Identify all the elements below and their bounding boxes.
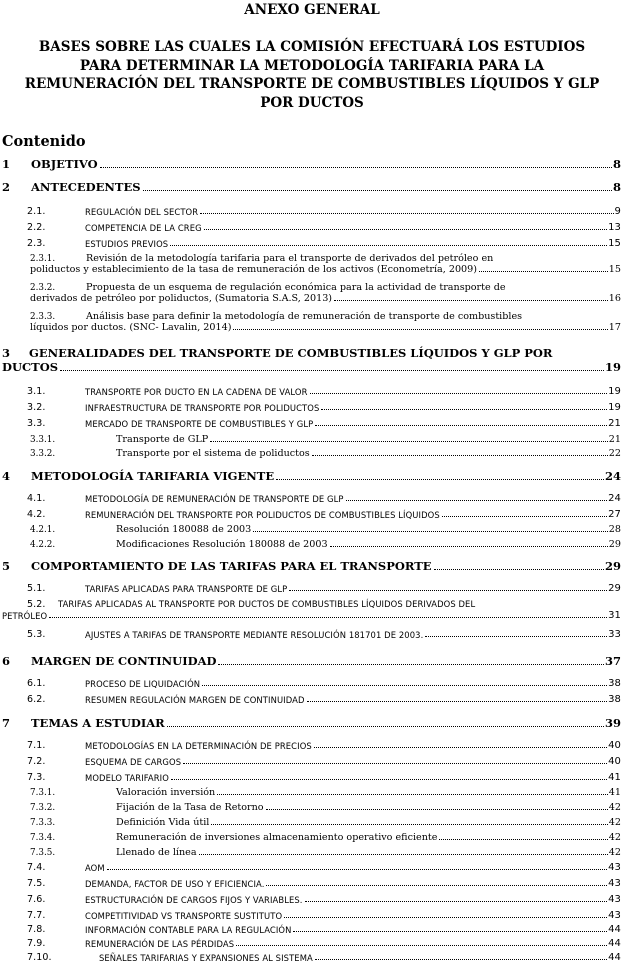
toc-label: ESTRUCTURACIÓN DE CARGOS FIJOS Y VARIABLES. <box>85 895 303 905</box>
toc-number: 7.6. <box>27 894 46 905</box>
toc-page: 43 <box>608 862 621 873</box>
toc-number: 2.3.1. <box>30 254 56 264</box>
dot-leader <box>434 568 604 570</box>
toc-entry[interactable] <box>0 772 621 783</box>
toc-label: MODELO TARIFARIO <box>85 773 169 783</box>
toc-entry[interactable] <box>0 756 621 767</box>
toc-number: 7.3.4. <box>30 833 56 843</box>
toc-page: 19 <box>604 360 621 374</box>
toc-page: 16 <box>608 293 621 304</box>
dot-leader <box>284 916 607 918</box>
toc-label: RESUMEN REGULACIÓN MARGEN DE CONTINUIDAD <box>85 695 305 705</box>
toc-number: 7.5. <box>27 878 46 889</box>
toc-page: 19 <box>608 386 621 397</box>
toc-entry[interactable] <box>0 222 621 233</box>
toc-label: Resolución 180088 de 2003 <box>116 524 252 535</box>
toc-page: 43 <box>608 910 621 921</box>
toc-label-line-2: poliductos y establecimiento de la tasa de remuneración de los activos (Econometría, 2009) <box>30 264 477 275</box>
toc-entry[interactable] <box>0 910 621 921</box>
toc-number: 4.2.1. <box>30 525 56 535</box>
toc-entry[interactable] <box>0 238 621 249</box>
dot-leader <box>442 515 607 517</box>
main-title-line-2: PARA DETERMINAR LA METODOLOGÍA TARIFARIA PARA LA <box>79 58 545 74</box>
toc-entry[interactable] <box>0 832 621 843</box>
dot-leader <box>143 189 612 191</box>
toc-page: 42 <box>608 802 621 813</box>
toc-label: ESQUEMA DE CARGOS <box>85 757 182 767</box>
toc-page: 8 <box>612 157 621 171</box>
dot-leader <box>266 884 607 886</box>
toc-label-line-1: Revisión de la metodología tarifaria para el transporte de derivados del petróleo en <box>86 253 494 264</box>
toc-entry[interactable] <box>0 787 621 798</box>
toc-entry[interactable] <box>0 952 621 963</box>
toc-label: COMPETENCIA DE LA CREG <box>85 223 202 233</box>
toc-label: MARGEN DE CONTINUIDAD <box>31 654 217 668</box>
toc-page: 39 <box>604 716 621 730</box>
toc-label-line-2: PETRÓLEO <box>2 611 48 621</box>
toc-label: METODOLOGÍA TARIFARIA VIGENTE <box>31 469 275 483</box>
toc-number: 2.1. <box>27 206 46 217</box>
toc-page: 29 <box>608 539 621 550</box>
toc-label: REMUNERACIÓN DE LAS PÉRDIDAS <box>85 939 235 949</box>
dot-leader <box>200 212 613 214</box>
toc-entry[interactable] <box>0 559 621 573</box>
toc-page: 15 <box>608 238 621 249</box>
main-title-line-4: POR DUCTOS <box>260 95 364 111</box>
toc-page: 9 <box>614 206 621 217</box>
dot-leader <box>170 244 607 246</box>
toc-page: 42 <box>608 847 621 858</box>
toc-number: 6.2. <box>27 694 46 705</box>
toc-number: 1 <box>2 157 11 171</box>
toc-number: 5.2. <box>27 599 46 610</box>
toc-page: 17 <box>608 322 621 333</box>
toc-label: METODOLOGÍAS EN LA DETERMINACIÓN DE PRECIOS <box>85 741 312 751</box>
toc-number: 3.1. <box>27 386 46 397</box>
toc-entry[interactable] <box>0 583 621 594</box>
dot-leader <box>276 478 604 480</box>
dot-leader <box>439 838 607 840</box>
toc-label: REMUNERACIÓN DEL TRANSPORTE POR POLIDUCTOS DE COMBUSTIBLES LÍQUIDOS <box>85 510 440 520</box>
dot-leader <box>60 369 604 371</box>
toc-page: 29 <box>608 583 621 594</box>
toc-entry[interactable] <box>0 402 621 413</box>
toc-page: 44 <box>608 938 621 949</box>
toc-label: MERCADO DE TRANSPORTE DE COMBUSTIBLES Y GLP <box>85 419 314 429</box>
toc-number: 2.2. <box>27 222 46 233</box>
toc-number: 7 <box>2 716 11 730</box>
dot-leader <box>321 408 607 410</box>
toc-number: 5.3. <box>27 629 46 640</box>
dot-leader <box>171 778 607 780</box>
toc-number: 3.3. <box>27 418 46 429</box>
toc-label: Valoración inversión <box>116 787 216 798</box>
toc-page: 27 <box>608 509 621 520</box>
toc-page: 43 <box>608 878 621 889</box>
toc-entry[interactable] <box>0 678 621 689</box>
toc-page: 42 <box>608 832 621 843</box>
toc-number: 7.9. <box>27 938 46 949</box>
toc-entry[interactable] <box>0 469 621 483</box>
toc-page: 31 <box>608 610 621 621</box>
toc-page: 28 <box>608 524 621 535</box>
annex-title: ANEXO GENERAL <box>244 2 380 18</box>
toc-page: 13 <box>608 222 621 233</box>
toc-entry[interactable] <box>0 346 621 374</box>
toc-number: 2.3.3. <box>30 312 56 322</box>
toc-number: 7.2. <box>27 756 46 767</box>
toc-entry[interactable] <box>0 694 621 705</box>
toc-label-line-1: TARIFAS APLICADAS AL TRANSPORTE POR DUCTOS DE COMBUSTIBLES LÍQUIDOS DERIVADOS DEL <box>58 599 476 609</box>
toc-number: 4.2.2. <box>30 540 56 550</box>
toc-page: 42 <box>608 817 621 828</box>
toc-page: 38 <box>608 678 621 689</box>
toc-number: 7.3.5. <box>30 848 56 858</box>
toc-number: 2.3.2. <box>30 283 56 293</box>
toc-entry[interactable] <box>0 524 621 535</box>
toc-page: 44 <box>608 924 621 935</box>
toc-number: 7.3. <box>27 772 46 783</box>
toc-label: ANTECEDENTES <box>31 180 141 194</box>
dot-leader <box>315 958 607 960</box>
toc-label: INFRAESTRUCTURA DE TRANSPORTE POR POLIDUCTOS <box>85 403 320 413</box>
dot-leader <box>305 900 608 902</box>
main-title-line-3: REMUNERACIÓN DEL TRANSPORTE DE COMBUSTIBLES LÍQUIDOS Y GLP <box>24 76 600 92</box>
toc-label: AOM <box>85 863 105 873</box>
dot-leader <box>199 853 608 855</box>
toc-entry[interactable] <box>0 629 621 640</box>
toc-number: 7.7. <box>27 910 46 921</box>
toc-page: 38 <box>608 694 621 705</box>
toc-page: 21 <box>608 418 621 429</box>
dot-leader <box>204 228 607 230</box>
toc-entry[interactable] <box>0 418 621 429</box>
toc-entry[interactable] <box>0 253 621 275</box>
toc-entry[interactable] <box>0 493 621 504</box>
toc-page: 15 <box>608 264 621 275</box>
toc-page: 33 <box>608 629 621 640</box>
dot-leader <box>210 440 608 442</box>
dot-leader <box>233 328 607 330</box>
toc-entry[interactable] <box>0 282 621 304</box>
dot-leader <box>479 270 608 272</box>
dot-leader <box>293 930 607 932</box>
toc-page: 29 <box>604 559 621 573</box>
toc-number: 2 <box>2 180 11 194</box>
toc-label-line-1: Análisis base para definir la metodología de remuneración de transporte de combustibles <box>86 311 523 322</box>
toc-label: DEMANDA, FACTOR DE USO Y EFICIENCIA. <box>85 879 265 889</box>
toc-label: REGULACIÓN DEL SECTOR <box>85 207 199 217</box>
toc-entry[interactable] <box>0 157 621 171</box>
toc-number: 7.1. <box>27 740 46 751</box>
toc-page: 19 <box>608 402 621 413</box>
toc-label-line-1: Propuesta de un esquema de regulación económica para la actividad de transporte de <box>86 282 506 293</box>
dot-leader <box>100 166 612 168</box>
toc-entry[interactable] <box>0 386 621 397</box>
dot-leader <box>167 725 604 727</box>
toc-number: 6.1. <box>27 678 46 689</box>
toc-label: Llenado de línea <box>116 847 197 858</box>
toc-label: ESTUDIOS PREVIOS <box>85 239 169 249</box>
toc-label: Transporte por el sistema de poliductos <box>116 448 310 459</box>
toc-number: 5 <box>2 559 11 573</box>
toc-entry[interactable] <box>0 716 621 730</box>
toc-entry[interactable] <box>0 539 621 550</box>
toc-label: Definición Vida útil <box>116 817 210 828</box>
toc-page: 40 <box>608 740 621 751</box>
toc-number: 7.4. <box>27 862 46 873</box>
toc-number: 3.3.2. <box>30 449 56 459</box>
toc-entry[interactable] <box>0 654 621 668</box>
dot-leader <box>253 530 608 532</box>
toc-page: 37 <box>604 654 621 668</box>
toc-label-line-2: DUCTOS <box>2 360 59 374</box>
toc-page: 41 <box>608 772 621 783</box>
toc-number: 7.10. <box>27 952 52 963</box>
toc-number: 2.3. <box>27 238 46 249</box>
dot-leader <box>307 700 608 702</box>
toc-entry[interactable] <box>0 802 621 813</box>
dot-leader <box>334 299 608 301</box>
toc-label-line-1: GENERALIDADES DEL TRANSPORTE DE COMBUSTIBLES LÍQUIDOS Y GLP POR <box>29 346 553 360</box>
toc-entry[interactable] <box>0 448 621 459</box>
toc-number: 4.2. <box>27 509 46 520</box>
toc-page: 24 <box>608 493 621 504</box>
toc-page: 21 <box>608 434 621 445</box>
toc-number: 3 <box>2 346 11 360</box>
toc-heading: Contenido <box>2 133 86 150</box>
dot-leader <box>236 944 607 946</box>
toc-entry[interactable] <box>0 311 621 333</box>
toc-entry[interactable] <box>0 509 621 520</box>
dot-leader <box>310 392 608 394</box>
main-title-line-1: BASES SOBRE LAS CUALES LA COMISIÓN EFECTUARÁ LOS ESTUDIOS <box>38 39 586 55</box>
toc-entry[interactable] <box>0 894 621 905</box>
toc-label: AJUSTES A TARIFAS DE TRANSPORTE MEDIANTE RESOLUCIÓN 181701 DE 2003. <box>85 630 424 640</box>
dot-leader <box>315 424 607 426</box>
dot-leader <box>49 616 607 618</box>
toc-entry[interactable] <box>0 862 621 873</box>
dot-leader <box>183 762 607 764</box>
toc-entry[interactable] <box>0 740 621 751</box>
toc-entry[interactable] <box>0 599 621 621</box>
toc-label: COMPETITIVIDAD VS TRANSPORTE SUSTITUTO <box>85 911 283 921</box>
toc-label: PROCESO DE LIQUIDACIÓN <box>85 679 201 689</box>
toc-label: TEMAS A ESTUDIAR <box>31 716 165 730</box>
toc-entry[interactable] <box>0 817 621 828</box>
toc-label: METODOLOGÍA DE REMUNERACIÓN DE TRANSPORTE DE GLP <box>85 494 344 504</box>
toc-page: 41 <box>608 787 621 798</box>
toc-number: 4 <box>2 469 11 483</box>
toc-number: 5.1. <box>27 583 46 594</box>
toc-entry[interactable] <box>0 938 621 949</box>
dot-leader <box>217 793 608 795</box>
dot-leader <box>289 589 607 591</box>
toc-number: 6 <box>2 654 11 668</box>
toc-number: 7.3.2. <box>30 803 56 813</box>
dot-leader <box>425 635 607 637</box>
dot-leader <box>312 454 608 456</box>
toc-label: TRANSPORTE POR DUCTO EN LA CADENA DE VALOR <box>85 387 308 397</box>
toc-label: Modificaciones Resolución 180088 de 2003 <box>116 539 328 550</box>
toc-entry[interactable] <box>0 847 621 858</box>
dot-leader <box>211 823 607 825</box>
toc-label: Fijación de la Tasa de Retorno <box>116 802 264 813</box>
toc-label: INFORMACIÓN CONTABLE PARA LA REGULACIÓN <box>85 925 292 935</box>
toc-number: 7.3.1. <box>30 788 56 798</box>
toc-label: OBJETIVO <box>31 157 98 171</box>
toc-label: COMPORTAMIENTO DE LAS TARIFAS PARA EL TRANSPORTE <box>31 559 432 573</box>
toc-label: TARIFAS APLICADAS PARA TRANSPORTE DE GLP <box>85 584 288 594</box>
toc-label: SEÑALES TARIFARIAS Y EXPANSIONES AL SISTEMA <box>99 953 313 963</box>
toc-page: 8 <box>612 180 621 194</box>
toc-page: 43 <box>608 894 621 905</box>
toc-page: 40 <box>608 756 621 767</box>
dot-leader <box>330 545 608 547</box>
toc-label-line-2: derivados de petróleo por poliductos, (Sumatoria S.A.S, 2013) <box>30 293 333 304</box>
toc-entry[interactable] <box>0 434 621 445</box>
dot-leader <box>314 746 607 748</box>
toc-page: 22 <box>608 448 621 459</box>
dot-leader <box>266 808 608 810</box>
toc-number: 4.1. <box>27 493 46 504</box>
toc-entry[interactable] <box>0 878 621 889</box>
toc-label: Remuneración de inversiones almacenamiento operativo eficiente <box>116 832 438 843</box>
toc-number: 7.8. <box>27 924 46 935</box>
toc-entry[interactable] <box>0 924 621 935</box>
toc-page: 44 <box>608 952 621 963</box>
toc-page: 24 <box>604 469 621 483</box>
toc-entry[interactable] <box>0 180 621 194</box>
dot-leader <box>346 499 608 501</box>
dot-leader <box>218 663 604 665</box>
toc-label-line-2: líquidos por ductos. (SNC- Lavalin, 2014) <box>30 322 232 333</box>
toc-entry[interactable] <box>0 206 621 217</box>
dot-leader <box>107 868 607 870</box>
dot-leader <box>202 684 607 686</box>
toc-number: 3.2. <box>27 402 46 413</box>
toc-number: 7.3.3. <box>30 818 56 828</box>
toc-label: Transporte de GLP <box>116 434 209 445</box>
toc-number: 3.3.1. <box>30 435 56 445</box>
